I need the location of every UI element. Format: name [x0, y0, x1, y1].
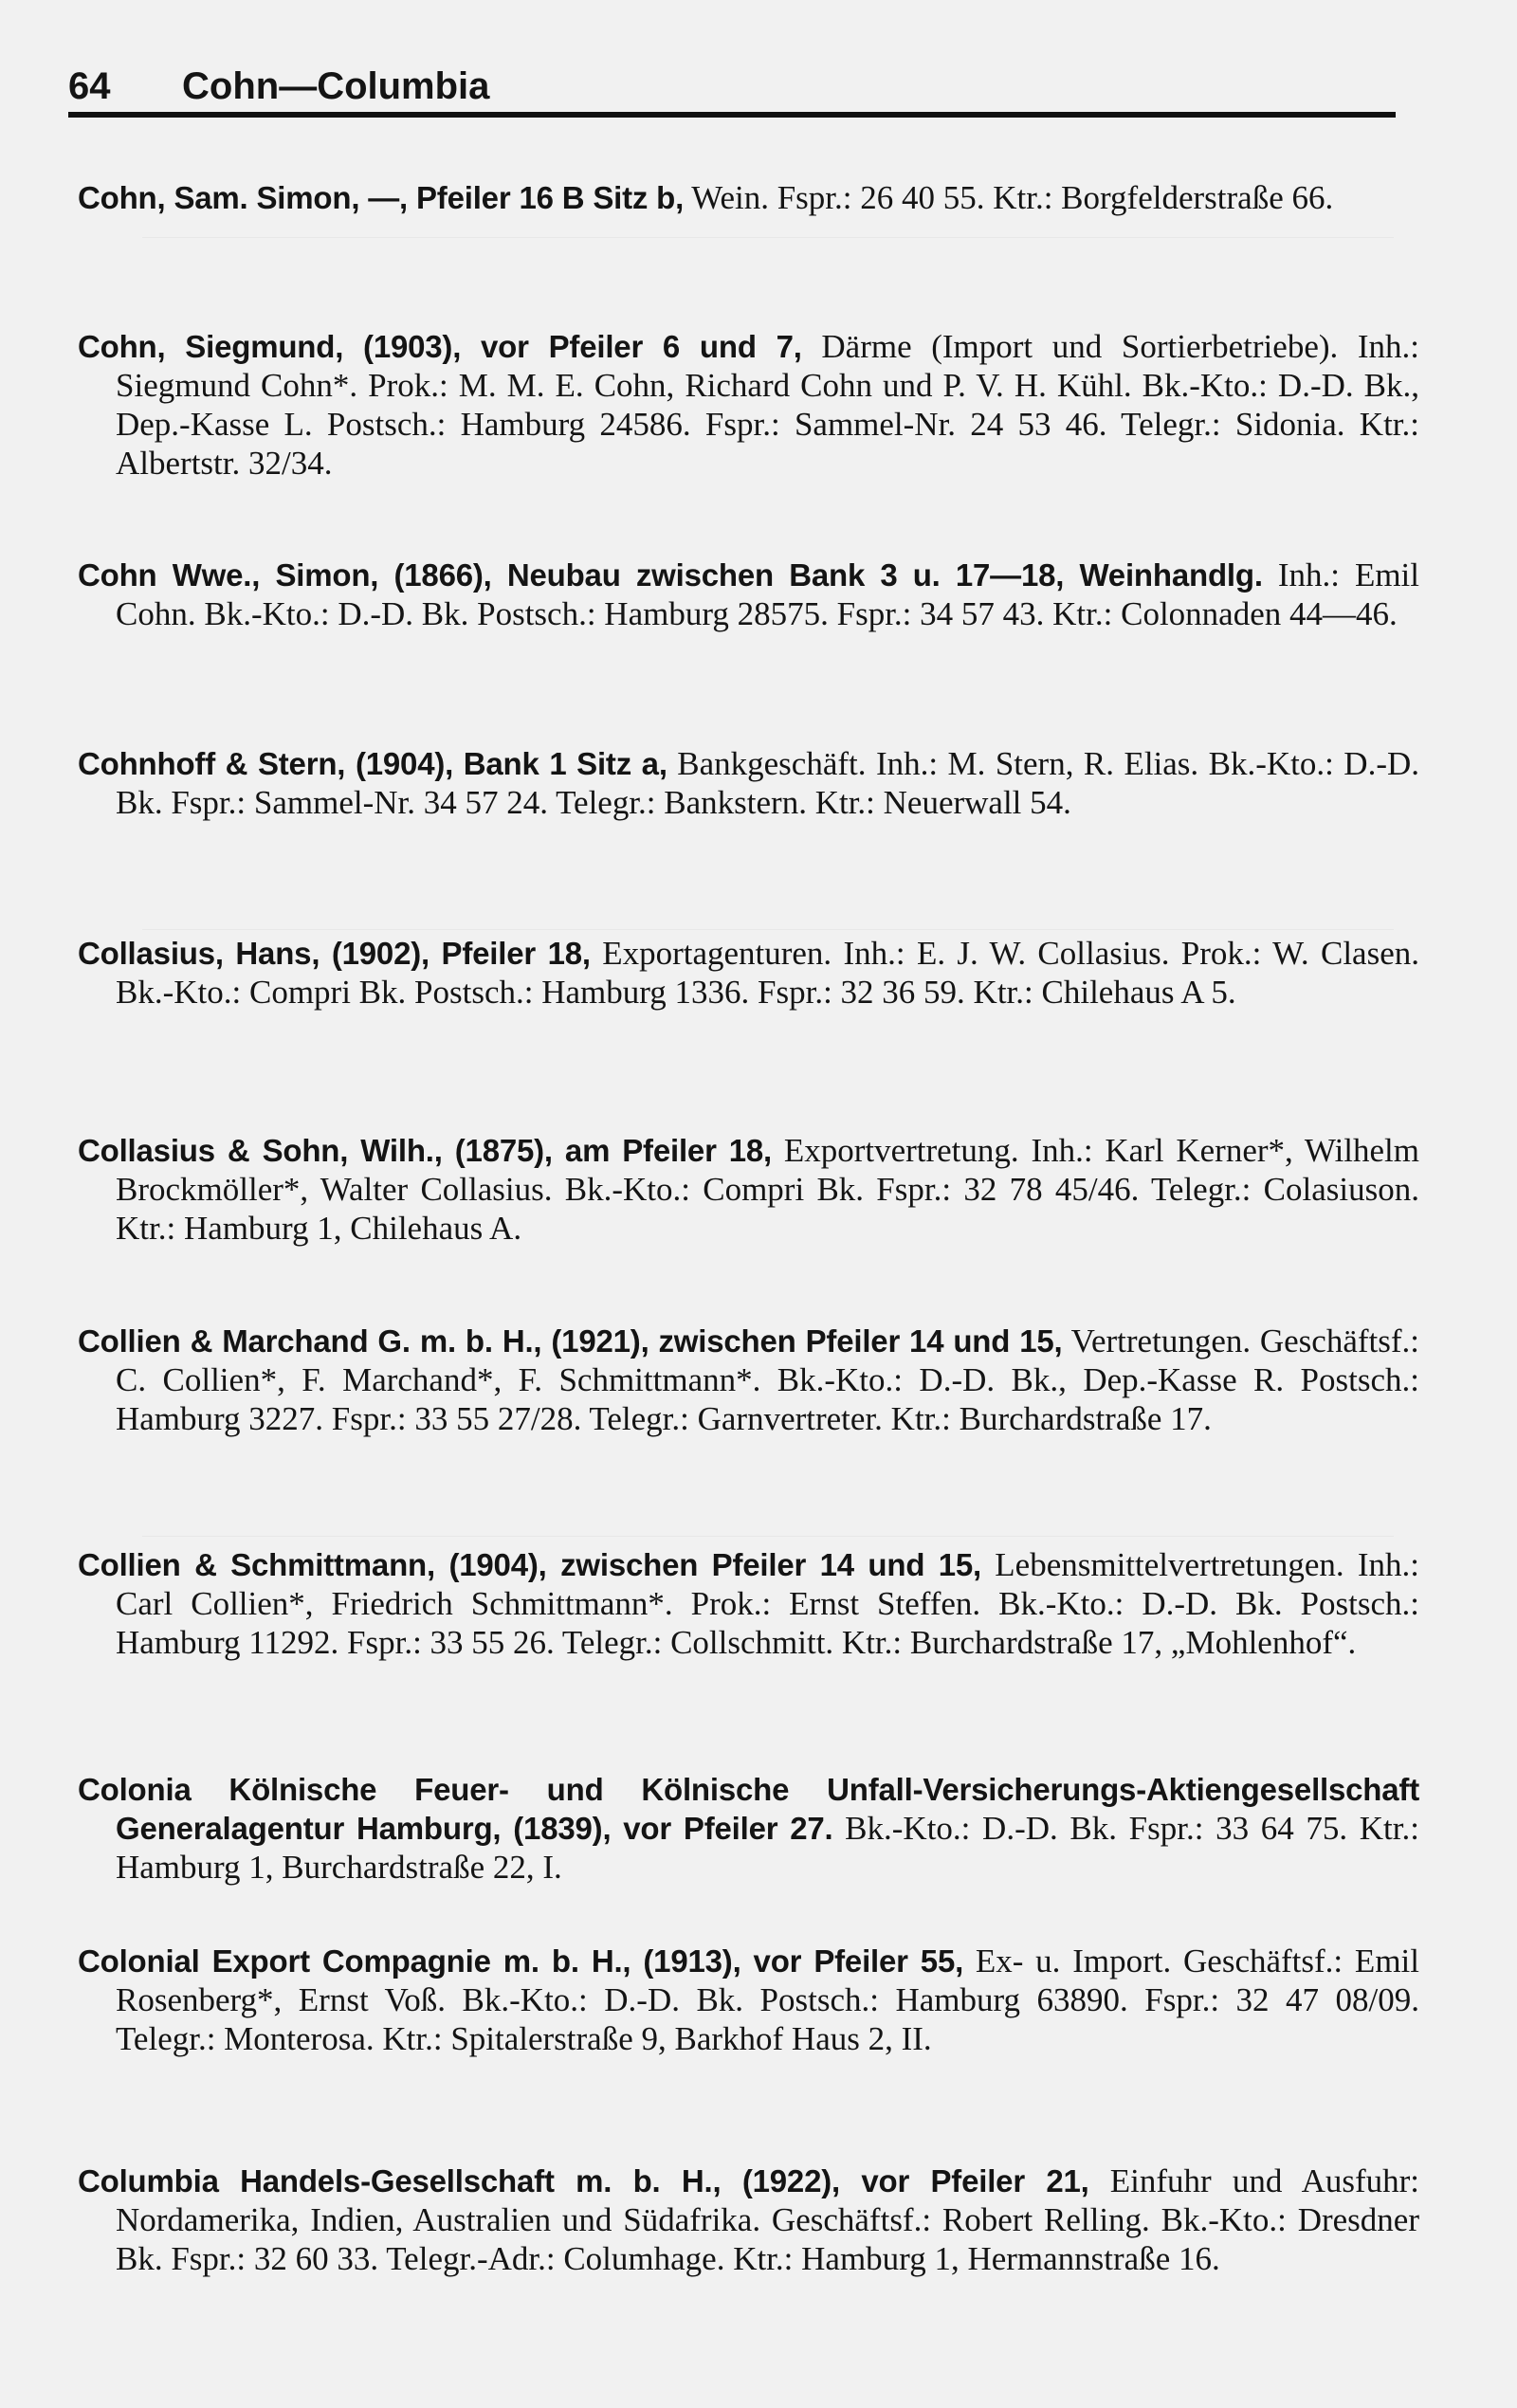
entry-body: Exportvertretung. Inh.: Karl Kerner*, Wilhelm Brockmöller*, Walter Collasius. Bk.-Kto.: Compri Bk. Fspr.: 32 78 45/46. Telegr.: Colasiuson. Ktr.: Hamburg 1, Chilehaus A.	[116, 1132, 1419, 1247]
entry-body: Lebensmittelvertretungen. Inh.: Carl Collien*, Friedrich Schmittmann*. Prok.: Ernst Steffen. Bk.-Kto.: D.-D. Bk. Postsch.: Hamburg 11292. Fspr.: 33 55 26. Telegr.: Collschmitt. Ktr.: Burchardstraße 17, „Mohlenhof“.	[116, 1546, 1420, 1661]
directory-entry	[78, 178, 1419, 217]
directory-entry	[78, 1770, 1419, 1887]
entry-body: Exportagenturen. Inh.: E. J. W. Collasius. Prok.: W. Clasen. Bk.-Kto.: Compri Bk. Postsch.: Hamburg 1336. Fspr.: 32 36 59. Ktr.: Chilehaus A 5.	[116, 935, 1419, 1011]
page-header	[68, 63, 1396, 110]
bleed-through-line	[142, 929, 1394, 930]
entry-body: Därme (Import und Sortierbetriebe). Inh.: Siegmund Cohn*. Prok.: M. M. E. Cohn, Richard Cohn und P. V. H. Kühl. Bk.-Kto.: D.-D. Bk., Dep.-Kasse L. Postsch.: Hamburg 24586. Fspr.: Sammel-Nr. 24 53 46. Telegr.: Sidonia. Ktr.: Albertstr. 32/34.	[116, 328, 1420, 482]
entry-body: Inh.: Emil Cohn. Bk.-Kto.: D.-D. Bk. Postsch.: Hamburg 28575. Fspr.: 34 57 43. Ktr.: Colonnaden 44—46.	[116, 556, 1419, 632]
entry-body: Vertretungen. Geschäftsf.: C. Collien*, F. Marchand*, F. Schmittmann*. Bk.-Kto.: D.-D. Bk., Dep.-Kasse R. Postsch.: Hamburg 3227. Fspr.: 33 55 27/28. Telegr.: Garnvertreter. Ktr.: Burchardstraße 17.	[116, 1323, 1419, 1437]
directory-entry	[78, 2162, 1419, 2278]
directory-entry	[78, 556, 1419, 633]
entry-body: Ex- u. Import. Geschäftsf.: Emil Rosenberg*, Ernst Voß. Bk.-Kto.: D.-D. Bk. Postsch.: Hamburg 63890. Fspr.: 32 47 08/09. Telegr.: Monterosa. Ktr.: Spitalerstraße 9, Barkhof Haus 2, II.	[116, 1943, 1419, 2057]
entry-heading: Collien & Schmittmann, (1904), zwischen Pfeiler 14 und 15,	[78, 1547, 982, 1582]
entry-heading: Cohnhoff & Stern, (1904), Bank 1 Sitz a,	[78, 746, 667, 781]
entry-heading: Cohn, Sam. Simon, —, Pfeiler 16 B Sitz b,	[78, 180, 685, 215]
header-rule	[68, 112, 1396, 118]
entry-heading: Collasius, Hans, (1902), Pfeiler 18,	[78, 936, 591, 971]
entry-heading: Colonia Kölnische Feuer- und Kölnische Unfall-Versicherungs-Aktiengesellschaft Generalagentur Hamburg, (1839), vor Pfeiler 27.	[78, 1772, 1419, 1846]
page-title: Cohn—Columbia	[182, 65, 490, 107]
entry-body: Einfuhr und Ausfuhr: Nordamerika, Indien, Australien und Südafrika. Geschäftsf.: Robert Relling. Bk.-Kto.: Dresdner Bk. Fspr.: 32 60 33. Telegr.-Adr.: Columhage. Ktr.: Hamburg 1, Hermannstraße 16.	[116, 2162, 1419, 2277]
directory-entry	[78, 327, 1419, 483]
directory-entry	[78, 1322, 1419, 1438]
entry-heading: Cohn, Siegmund, (1903), vor Pfeiler 6 und 7,	[78, 329, 802, 364]
entry-body: Bankgeschäft. Inh.: M. Stern, R. Elias. Bk.-Kto.: D.-D. Bk. Fspr.: Sammel-Nr. 34 57 24. Telegr.: Bankstern. Ktr.: Neuerwall 54.	[116, 745, 1420, 821]
bleed-through-line	[142, 1536, 1394, 1537]
entry-body: Wein. Fspr.: 26 40 55. Ktr.: Borgfelderstraße 66.	[684, 179, 1334, 216]
entry-heading: Colonial Export Compagnie m. b. H., (1913), vor Pfeiler 55,	[78, 1943, 964, 1979]
directory-entry	[78, 934, 1419, 1012]
entry-heading: Collien & Marchand G. m. b. H., (1921), zwischen Pfeiler 14 und 15,	[78, 1323, 1063, 1359]
directory-entry	[78, 1131, 1419, 1248]
page-number: 64	[68, 65, 111, 107]
directory-entry	[78, 1942, 1419, 2058]
entry-heading: Collasius & Sohn, Wilh., (1875), am Pfeiler 18,	[78, 1133, 773, 1168]
entry-body: Bk.-Kto.: D.-D. Bk. Fspr.: 33 64 75. Ktr.: Hamburg 1, Burchardstraße 22, I.	[116, 1810, 1419, 1886]
directory-entry	[78, 1545, 1419, 1662]
entry-heading: Columbia Handels-Gesellschaft m. b. H., (1922), vor Pfeiler 21,	[78, 2163, 1089, 2198]
directory-entry	[78, 744, 1419, 822]
entry-heading: Cohn Wwe., Simon, (1866), Neubau zwischen Bank 3 u. 17—18, Weinhandlg.	[78, 557, 1263, 593]
bleed-through-line	[142, 237, 1394, 238]
